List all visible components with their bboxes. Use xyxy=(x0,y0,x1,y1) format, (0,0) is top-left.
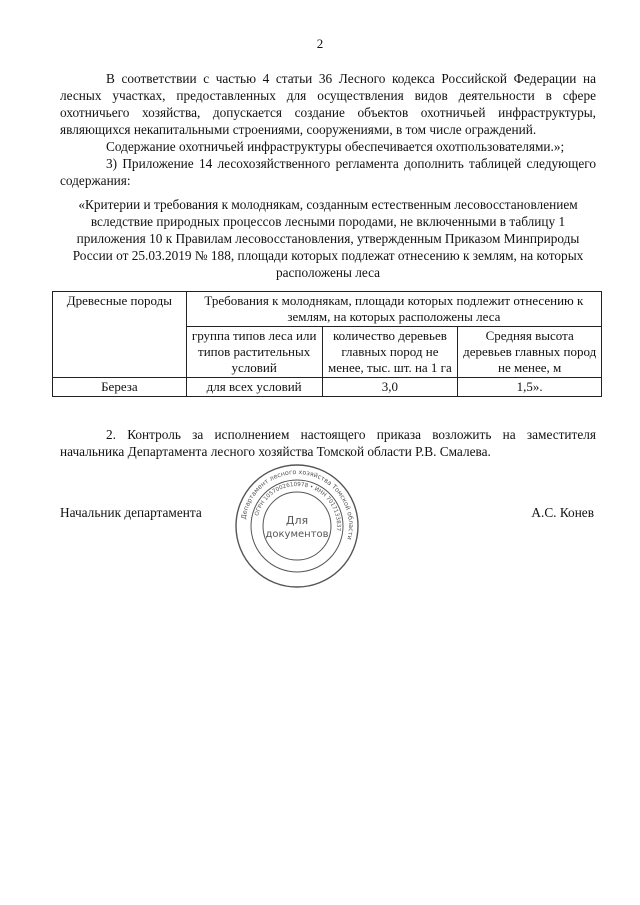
cell-height: 1,5». xyxy=(458,378,602,397)
paragraph-control: 2. Контроль за исполнением настоящего приказа возложить на заместителя начальника Департамента лесного хозяйства Томской области Р.В. Смалева. xyxy=(60,427,596,459)
control-text xyxy=(60,426,596,460)
body-text xyxy=(60,70,596,189)
subheader-forest-type: группа типов леса или типов растительных условий xyxy=(186,327,322,378)
paragraph-maintenance: Содержание охотничьей инфраструктуры обеспечивается охотпользователями.»; xyxy=(106,139,565,154)
subheader-average-height: Средняя высота деревьев главных пород не менее, м xyxy=(458,327,602,378)
table-row xyxy=(53,378,602,397)
header-species: Древесные породы xyxy=(53,292,187,378)
paragraph-hunting-infrastructure: В соответствии с частью 4 статьи 36 Лесного кодекса Российской Федерации на лесных участках, предоставленных для осуществления видов деятельности в сфере охотничьего хозяйства, допускается создание объектов охотничьей инфраструктуры, являющихся некапитальными строениями, сооружениями, в том числе ограждений. xyxy=(60,71,596,137)
stamp-inner-ring-text: ОГРН 1057002610978 • ИНН 7017133837 xyxy=(254,481,342,532)
signature-name: А.С. Конев xyxy=(531,505,594,520)
cell-condition: для всех условий xyxy=(186,378,322,397)
table-header-row xyxy=(53,292,602,327)
official-stamp xyxy=(234,463,360,589)
subheader-tree-count: количество деревьев главных пород не менее, тыс. шт. на 1 га xyxy=(322,327,458,378)
requirements-table xyxy=(52,291,602,397)
header-requirements: Требования к молоднякам, площади которых подлежит отнесению к землям, на которых расположены леса xyxy=(186,292,601,327)
cell-count: 3,0 xyxy=(322,378,458,397)
stamp-text-line1: Для xyxy=(285,514,309,527)
cell-species: Береза xyxy=(53,378,187,397)
stamp-text-line2: документов xyxy=(265,529,329,540)
stamp-ring-text: Департамент лесного хозяйства Томской области xyxy=(239,467,356,541)
table-caption: «Критерии и требования к молоднякам, созданным естественным лесовосстановлением вследствие природных процессов лесными породами, не включенными в таблицу 1 приложения 10 к Правилам лесовосстановления, утвержденным Приказом Минприроды России от 25.03.2019 № 188, площади которых подлежат отнесению к землям, на которых расположены леса xyxy=(72,197,584,280)
paragraph-appendix-14: 3) Приложение 14 лесохозяйственного регламента дополнить таблицей следующего содержания: xyxy=(60,156,596,188)
signature-title: Начальник департамента xyxy=(60,505,202,520)
page-number: 2 xyxy=(316,36,324,51)
